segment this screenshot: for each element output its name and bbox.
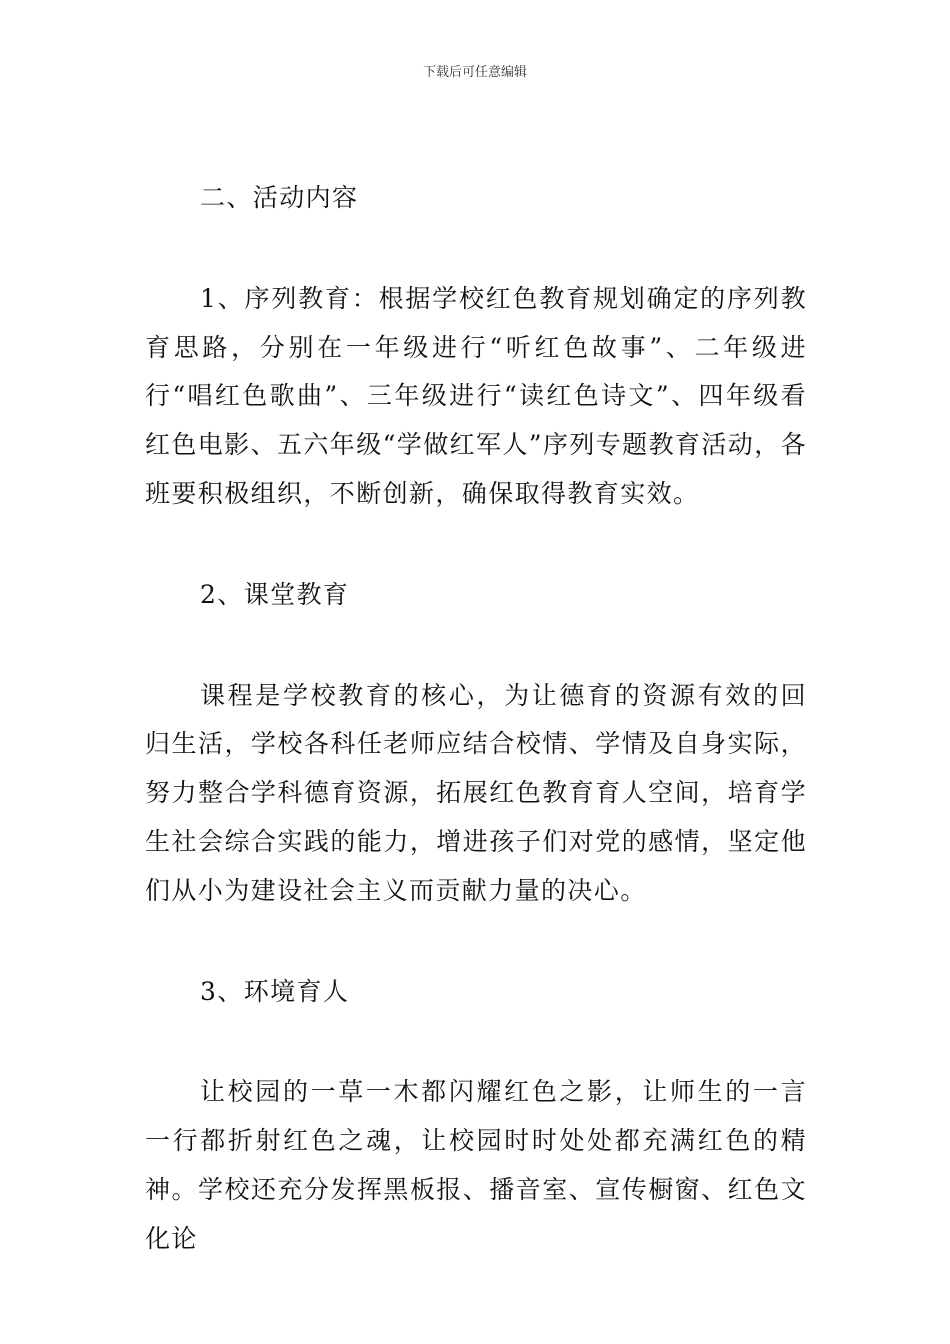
document-body — [145, 174, 807, 1264]
paragraph-environment-education: 让校园的一草一木都闪耀红色之影，让师生的一言一行都折射红色之魂，让校园时时处处都充满红色的精神。学校还充分发挥黑板报、播音室、宣传橱窗、红色文化论 — [145, 1077, 807, 1253]
subheading-classroom-education: 2、课堂教育 — [200, 579, 350, 609]
paragraph-sequence-education: 1、序列教育：根据学校红色教育规划确定的序列教育思路，分别在一年级进行“听红色故事”、二年级进行“唱红色歌曲”、三年级进行“读红色诗文”、四年级看红色电影、五六年级“学做红军人”序列专题教育活动，各班要积极组织，不断创新，确保取得教育实效。 — [145, 283, 807, 508]
paragraph-classroom-education: 课程是学校教育的核心，为让德育的资源有效的回归生活，学校各科任老师应结合校情、学情及自身实际，努力整合学科德育资源，拓展红色教育育人空间，培育学生社会综合实践的能力，增进孩子们对党的感情，坚定他们从小为建设社会主义而贡献力量的决心。 — [145, 680, 807, 905]
subheading-environment-education: 3、环境育人 — [200, 976, 350, 1006]
page-header-note: 下载后可任意编辑 — [422, 65, 527, 80]
section-heading-activity-content: 二、活动内容 — [200, 183, 359, 212]
